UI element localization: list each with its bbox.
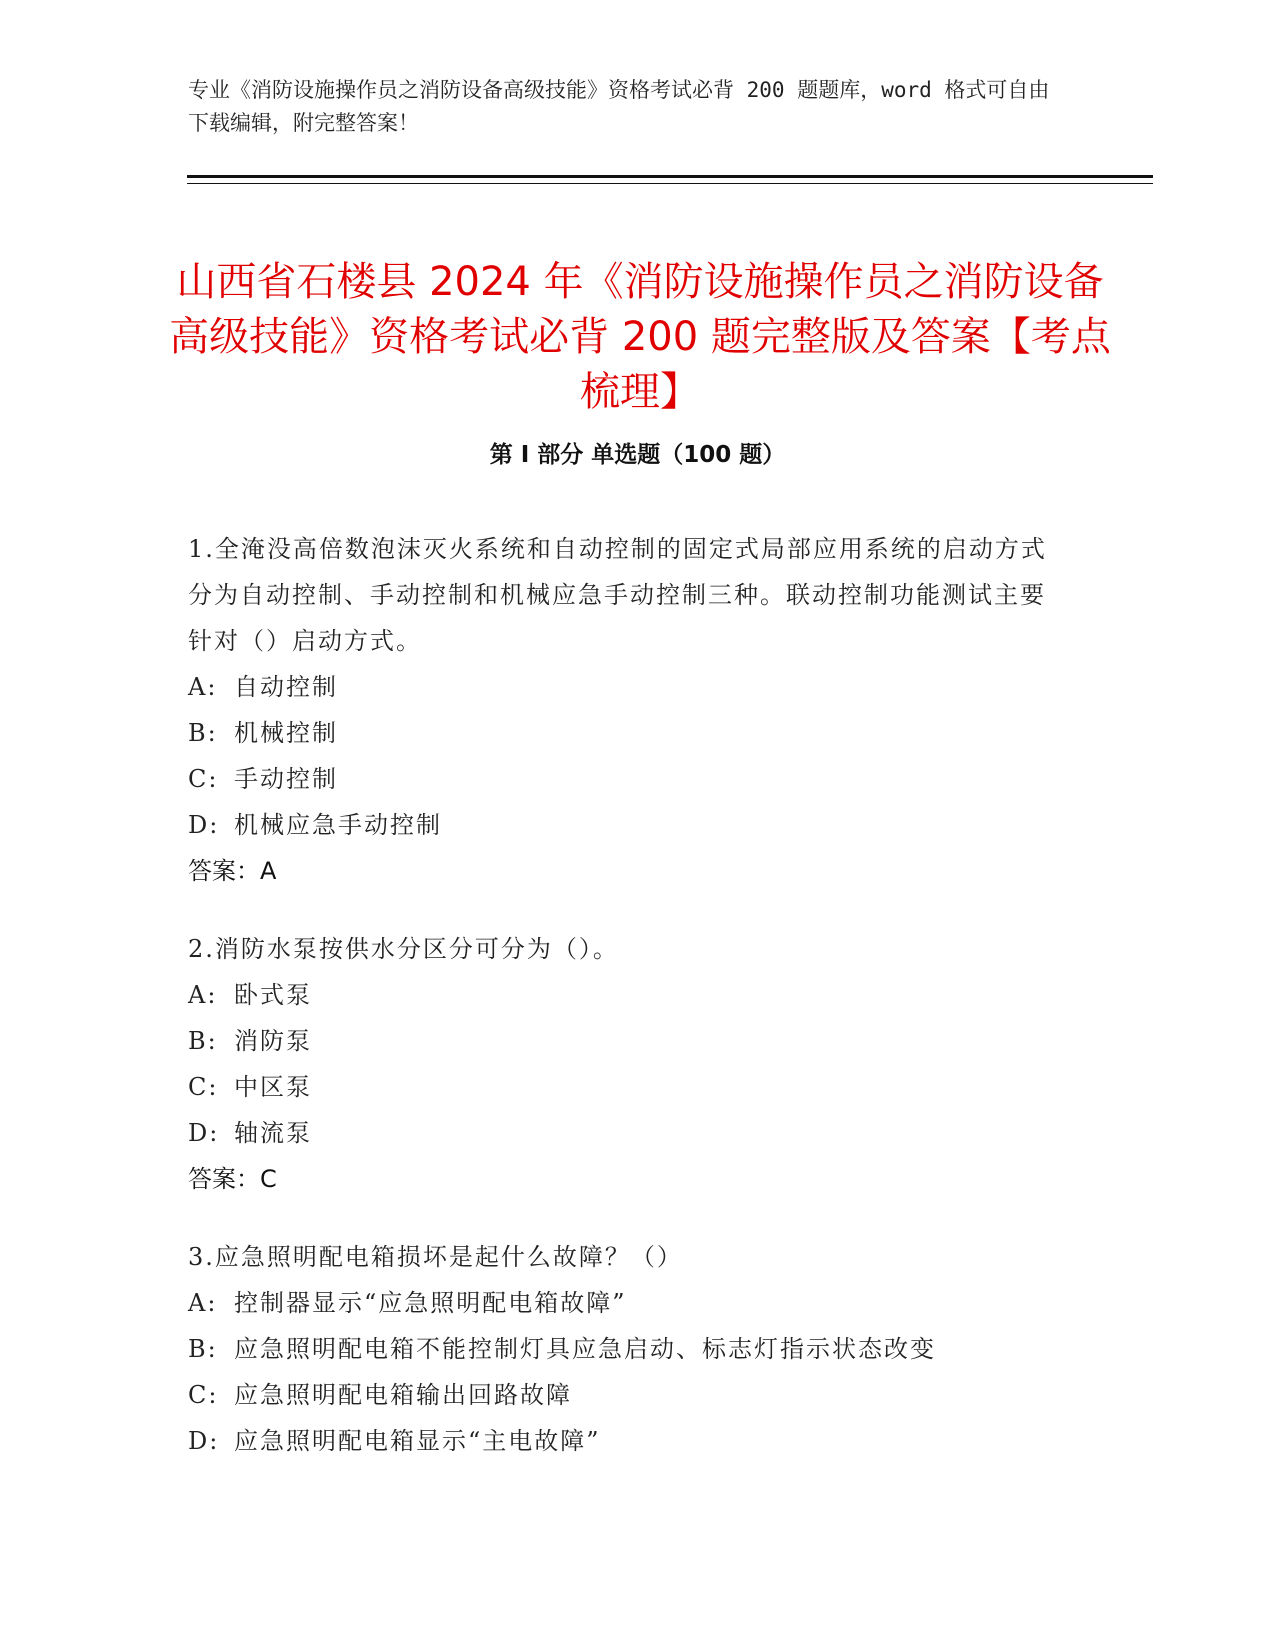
option-key: D: (188, 1119, 220, 1147)
option-key: D: (188, 811, 220, 839)
option-text: 应急照明配电箱输出回路故障 (234, 1381, 572, 1409)
option-c (188, 1064, 1068, 1110)
option-text: 机械应急手动控制 (234, 811, 442, 839)
option-key: B: (188, 1027, 218, 1055)
question-stem: 1.全淹没高倍数泡沫灭火系统和自动控制的固定式局部应用系统的启动方式分为自动控制、手动控制和机械应急手动控制三种。联动控制功能测试主要针对（）启动方式。 (188, 535, 1047, 655)
question-stem: 3.应急照明配电箱损坏是起什么故障？（） (188, 1243, 683, 1271)
option-key: A: (188, 1289, 218, 1317)
option-key: C: (188, 765, 219, 793)
header-note: 专业《消防设施操作员之消防设备高级技能》资格考试必背 200 题题库，word 格式可自由下载编辑，附完整答案！ (188, 78, 1050, 135)
option-key: C: (188, 1381, 219, 1409)
option-text: 应急照明配电箱不能控制灯具应急启动、标志灯指示状态改变 (234, 1335, 936, 1363)
question-3 (188, 1234, 1068, 1464)
section-heading: 第 I 部分 单选题（100 题） (489, 442, 786, 468)
answer-line: 答案：A (188, 857, 277, 885)
option-c (188, 756, 1068, 802)
header-rule-thin (187, 183, 1153, 184)
option-text: 自动控制 (234, 673, 338, 701)
header-rule-thick (187, 175, 1153, 178)
option-key: A: (188, 673, 218, 701)
document-title: 山西省石楼县 2024 年《消防设施操作员之消防设备高级技能》资格考试必背 200 题完整版及答案【考点梳理】 (169, 258, 1111, 415)
option-d (188, 1110, 1068, 1156)
option-text: 手动控制 (234, 765, 338, 793)
option-key: A: (188, 981, 218, 1009)
answer-line: 答案：C (188, 1165, 277, 1193)
option-key: D: (188, 1427, 220, 1455)
option-text: 卧式泵 (234, 981, 312, 1009)
option-text: 消防泵 (234, 1027, 312, 1055)
option-b (188, 1326, 1068, 1372)
option-text: 机械控制 (234, 719, 338, 747)
option-b (188, 1018, 1068, 1064)
question-list (188, 526, 1068, 1496)
question-1 (188, 526, 1068, 894)
question-stem: 2.消防水泵按供水分区分可分为（）。 (188, 935, 619, 963)
option-d (188, 1418, 1068, 1464)
option-a (188, 1280, 1068, 1326)
option-b (188, 710, 1068, 756)
option-a (188, 972, 1068, 1018)
option-a (188, 664, 1068, 710)
option-text: 控制器显示“应急照明配电箱故障” (234, 1289, 627, 1317)
option-key: B: (188, 1335, 218, 1363)
question-2 (188, 926, 1068, 1202)
option-text: 轴流泵 (234, 1119, 312, 1147)
option-key: B: (188, 719, 218, 747)
option-c (188, 1372, 1068, 1418)
option-d (188, 802, 1068, 848)
option-key: C: (188, 1073, 219, 1101)
option-text: 中区泵 (234, 1073, 312, 1101)
option-text: 应急照明配电箱显示“主电故障” (234, 1427, 601, 1455)
